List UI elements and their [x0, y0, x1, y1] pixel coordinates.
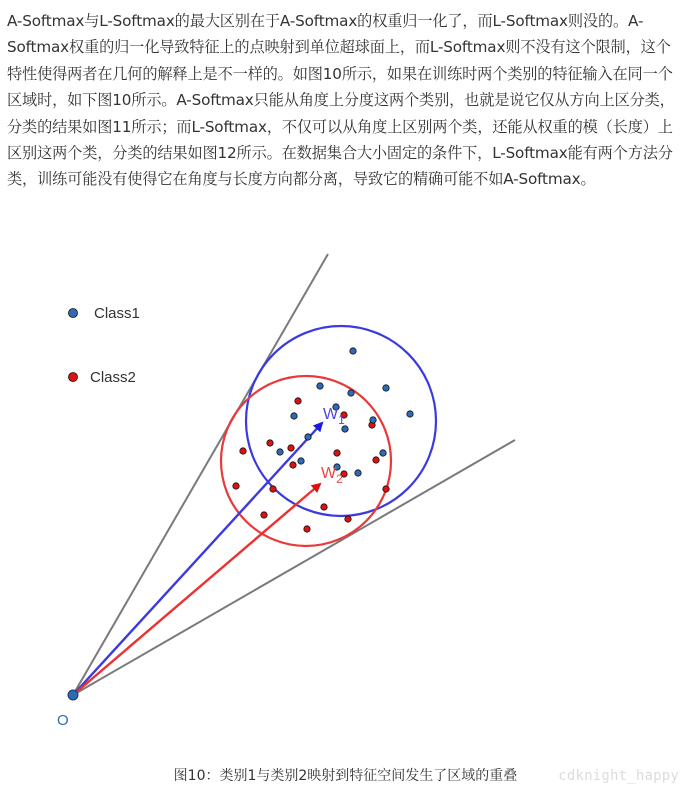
class1-point — [407, 411, 413, 417]
class1-point — [291, 413, 297, 419]
w1-vector — [73, 423, 322, 695]
legend-class1-marker — [69, 309, 78, 318]
w2-vector — [73, 484, 320, 695]
article-paragraph: A-Softmax与L-Softmax的最大区别在于A-Softmax的权重归一化了，而L-Softmax则没的。A-Softmax权重的归一化导致特征上的点映射到单位超球面上，而L-Softmax则不没有这个限制，这个特性使得两者在几何的解释上是不一样的。如图10所示，如果在训练时两个类别的特征输入在同一个区域时，如下图10所示。A-Softmax只能从角度上分度这两个类别，也就是说它仅从方向上区分类，分类的结果如图11所示；而L-Softmax，不仅可以从角度上区别两个类，还能从权重的模（长度）上区别这两个类，分类的结果如图12所示。在数据集合大小固定的条件下，L-Softmax能有两个方法分类，训练可能没有使得它在角度与长度方向都分离，导致它的精确可能不如A-Softmax。 — [7, 12, 675, 189]
class1-point — [355, 470, 361, 476]
class2-point — [295, 398, 301, 404]
w2-subscript: 2 — [336, 472, 343, 486]
class1-point — [348, 390, 354, 396]
class2-point — [334, 450, 340, 456]
origin-point — [68, 690, 78, 700]
figure-caption: 图10：类别1与类别2映射到特征空间发生了区域的重叠 — [173, 768, 518, 784]
class1-point — [380, 450, 386, 456]
class2-point — [290, 462, 296, 468]
legend-class1-label: Class1 — [94, 305, 140, 322]
origin-label: O — [57, 712, 69, 729]
w1-subscript: 1 — [338, 413, 345, 427]
class1-point — [277, 449, 283, 455]
w2-letter: W — [321, 465, 337, 482]
class2-point — [345, 516, 351, 522]
class1-point — [370, 417, 376, 423]
class1-point — [317, 383, 323, 389]
class2-point — [261, 512, 267, 518]
legend-class2-marker — [69, 373, 78, 382]
class1-point — [383, 385, 389, 391]
class2-point — [288, 445, 294, 451]
class2-point — [240, 448, 246, 454]
figure-10 — [0, 240, 691, 760]
class1-point — [350, 348, 356, 354]
class2-point — [383, 486, 389, 492]
class2-point — [233, 483, 239, 489]
class1-point — [305, 434, 311, 440]
class2-point — [373, 457, 379, 463]
w1-label — [323, 406, 345, 427]
class2-point — [304, 526, 310, 532]
lower-boundary-line — [73, 440, 515, 695]
class2-point — [267, 440, 273, 446]
feature-space-diagram — [0, 240, 691, 760]
class2-point — [321, 504, 327, 510]
w1-letter: W — [323, 406, 339, 423]
class2-point — [270, 486, 276, 492]
watermark: cdknight_happy — [558, 768, 679, 784]
class1-point — [298, 458, 304, 464]
legend-class2-label: Class2 — [90, 369, 136, 386]
class2-region-circle — [221, 376, 391, 546]
